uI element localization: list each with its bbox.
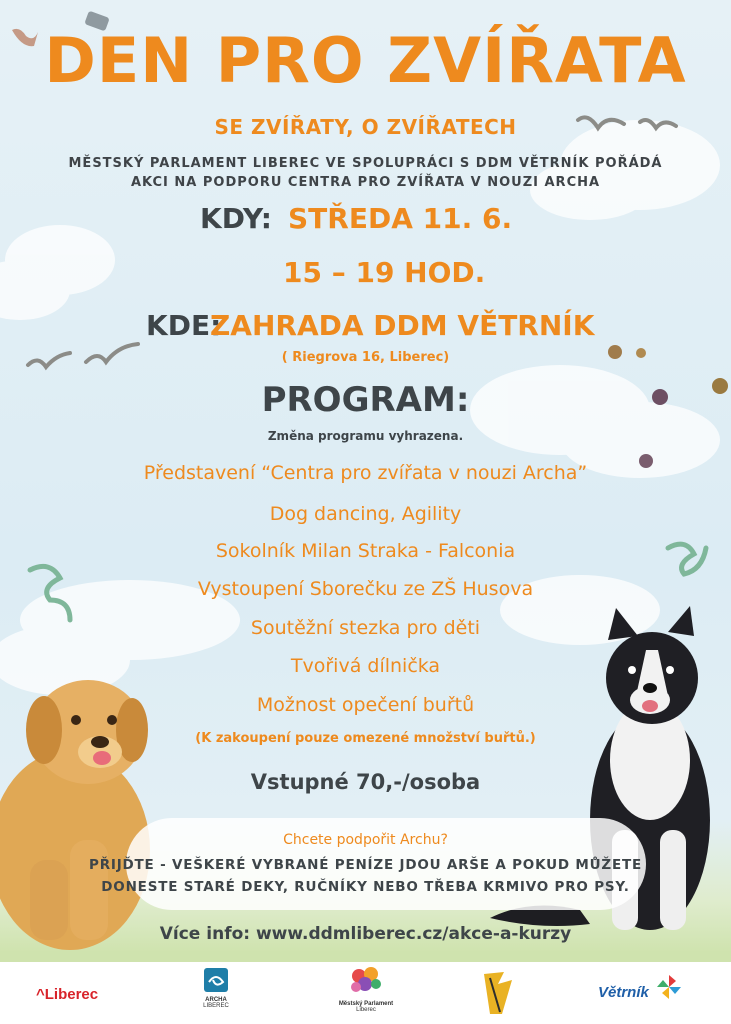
parlament-logo-city: Liberec — [356, 1007, 376, 1013]
event-place: ZAHRADA DDM VĚTRNÍK — [210, 309, 595, 342]
program-item: Představení “Centra pro zvířata v nouzi Archa” — [143, 462, 588, 484]
when-label: KDY: — [200, 202, 272, 235]
intro-text — [0, 154, 731, 192]
program-item: Vystoupení Sborečku ze ZŠ Husova — [197, 578, 534, 600]
poster-title: DEN PRO ZVÍŘATA — [44, 24, 687, 97]
program-item: Soutěžní stezka pro děti — [250, 617, 481, 639]
program-footnote: (K zakoupení pouze omezené množství buřtů.) — [195, 731, 536, 746]
more-info-link[interactable]: Více info: www.ddmliberec.cz/akce-a-kurzy — [159, 924, 572, 944]
where-label: KDE: — [146, 309, 222, 342]
event-time: 15 – 19 HOD. — [283, 256, 486, 289]
support-line: PŘIJĎTE - VEŠKERÉ VYBRANÉ PENÍZE JDOU ARŠE A POKUD MŮŽETE — [89, 857, 642, 873]
archa-logo-name: ARCHA — [205, 997, 227, 1003]
program-item: Dog dancing, Agility — [269, 503, 462, 525]
intro-line: MĚSTSKÝ PARLAMENT LIBEREC VE SPOLUPRÁCI S DDM VĚTRNÍK POŘÁDÁ — [68, 156, 663, 171]
support-title: Chcete podpořit Archu? — [283, 832, 448, 848]
event-date: STŘEDA 11. 6. — [288, 202, 513, 235]
program-item: Sokolník Milan Straka - Falconia — [215, 540, 516, 562]
program-note: Změna programu vyhrazena. — [267, 429, 464, 443]
golden-puppy-illustration — [0, 680, 150, 950]
archa-logo-city: LIBEREC — [203, 1003, 229, 1009]
intro-line: AKCI NA PODPORU CENTRA PRO ZVÍŘATA V NOUZI ARCHA — [130, 175, 601, 190]
program-item: Tvořivá dílnička — [290, 655, 441, 677]
parlament-tree-icon — [349, 966, 383, 996]
poster-subtitle: SE ZVÍŘATY, O ZVÍŘATECH — [214, 115, 517, 139]
parlament-logo-name: Městský Parlament — [338, 1001, 394, 1007]
vetrnik-logo: Větrník — [598, 984, 649, 1001]
program-item: Možnost opečení buřtů — [256, 694, 475, 716]
support-text — [0, 854, 731, 898]
support-line: DONESTE STARÉ DEKY, RUČNÍKY NEBO TŘEBA KRMIVO PRO PSY. — [101, 879, 630, 895]
parlament-logo — [326, 966, 406, 1013]
liberec-logo: ^Liberec — [36, 986, 99, 1003]
archa-logo — [196, 968, 236, 1009]
program-heading: PROGRAM: — [261, 380, 470, 420]
ddm-mascot-icon — [480, 968, 516, 1016]
entry-fee: Vstupné 70,-/osoba — [250, 770, 481, 794]
logo-footer — [0, 962, 731, 1024]
pinwheel-icon — [656, 974, 682, 1000]
archa-wave-icon — [204, 968, 228, 992]
event-address: ( Riegrova 16, Liberec) — [281, 350, 450, 365]
